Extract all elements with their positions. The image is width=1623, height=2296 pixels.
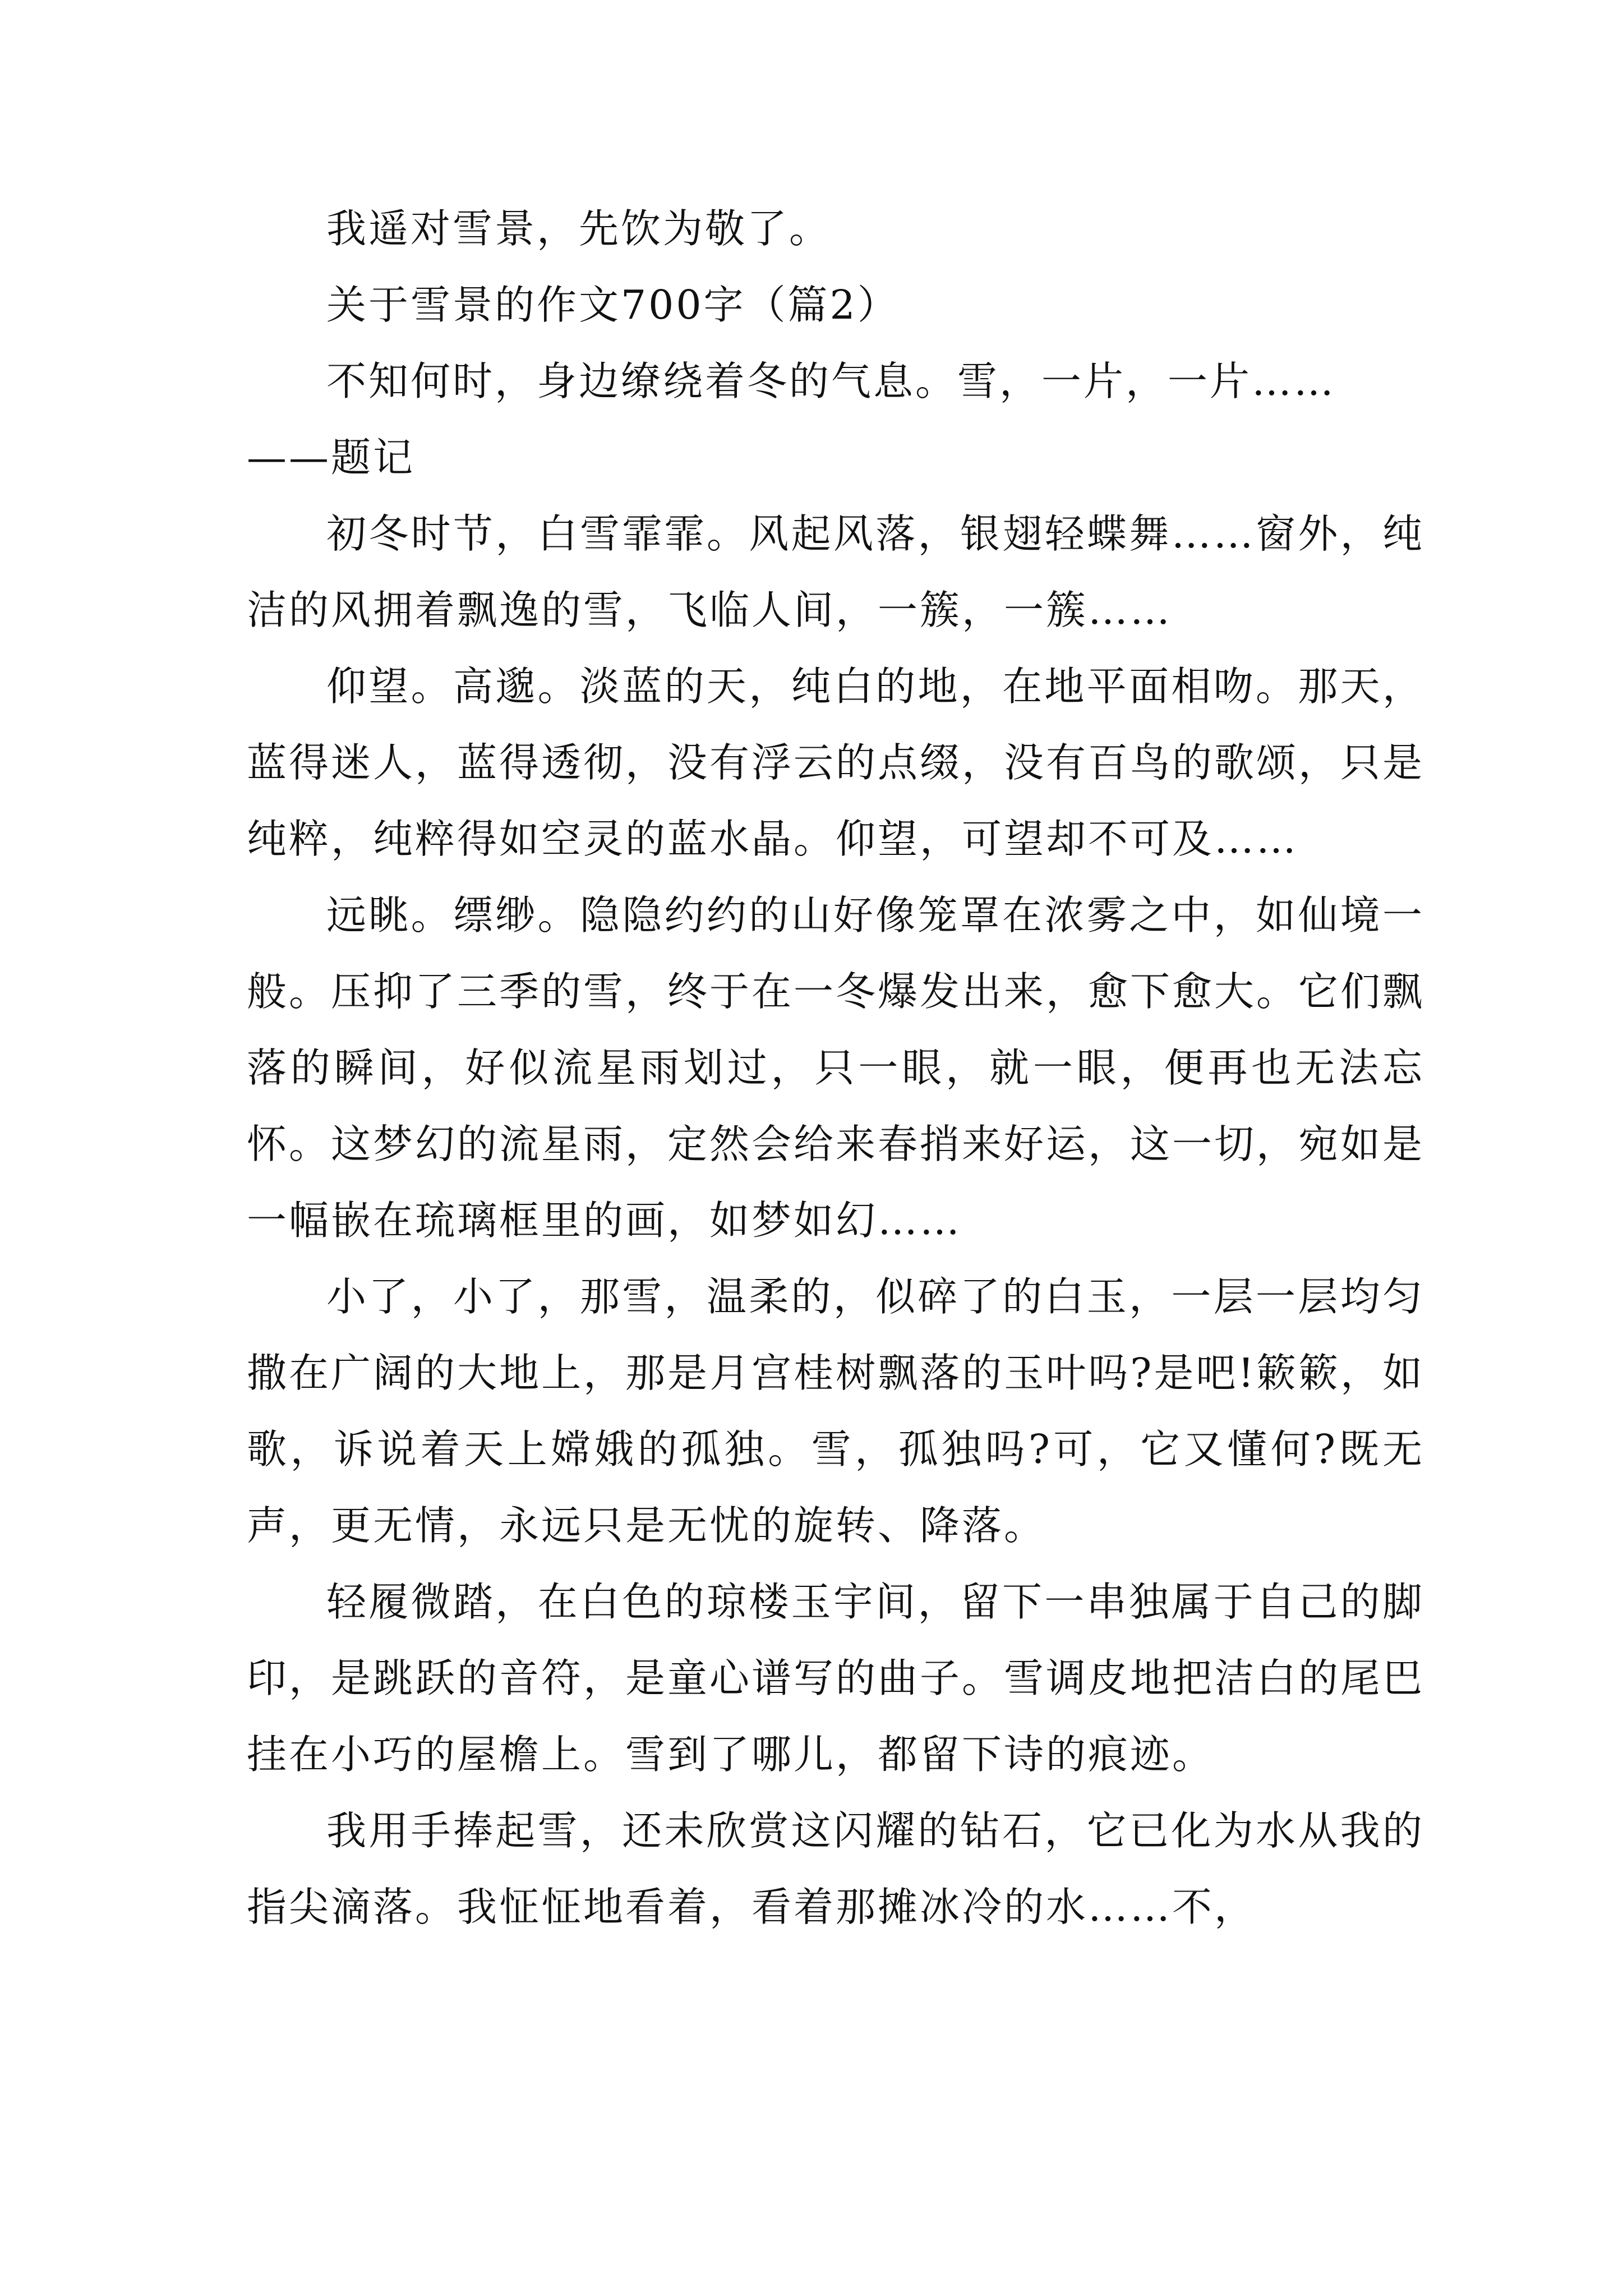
paragraph-early-winter: 初冬时节，白雪霏霏。风起风落，银翅轻蝶舞……窗外，纯洁的风拥着飘逸的雪，飞临人间，一簇，一簇…… xyxy=(247,510,1424,633)
epigraph-attribution: ——题记 xyxy=(247,434,416,481)
essay-heading: 关于雪景的作文700字（篇2） xyxy=(326,282,900,328)
paragraph-epigraph: 不知何时，身边缭绕着冬的气息。雪，一片，一片…… xyxy=(326,358,1336,404)
paragraph-toast: 我遥对雪景，先饮为敬了。 xyxy=(326,205,832,252)
paragraph-footprints: 轻履微踏，在白色的琼楼玉宇间，留下一串独属于自己的脚印，是跳跃的音符，是童心谱写的曲子。雪调皮地把洁白的尾巴挂在小巧的屋檐上。雪到了哪儿，都留下诗的痕迹。 xyxy=(247,1579,1425,1778)
paragraph-look-up: 仰望。高邈。淡蓝的天，纯白的地，在地平面相吻。那天，蓝得迷人，蓝得透彻，没有浮云的点缀，没有百鸟的歌颂，只是纯粹，纯粹得如空灵的蓝水晶。仰望，可望却不可及…… xyxy=(247,663,1425,862)
paragraph-look-far: 远眺。缥缈。隐隐约约的山好像笼罩在浓雾之中，如仙境一般。压抑了三季的雪，终于在一冬爆发出来，愈下愈大。它们飘落的瞬间，好似流星雨划过，只一眼，就一眼，便再也无法忘怀。这梦幻的流星雨，定然会给来春捎来好运，这一切，宛如是一幅嵌在琉璃框里的画，如梦如幻…… xyxy=(247,892,1425,1244)
essay-body xyxy=(247,191,1424,1945)
paragraph-melting-snow: 我用手捧起雪，还未欣赏这闪耀的钻石，它已化为水从我的指尖滴落。我怔怔地看着，看着那摊冰冷的水……不， xyxy=(247,1807,1424,1930)
paragraph-gentle-snow: 小了，小了，那雪，温柔的，似碎了的白玉，一层一层均匀撒在广阔的大地上，那是月宫桂树飘落的玉叶吗?是吧!簌簌，如歌，诉说着天上嫦娥的孤独。雪，孤独吗?可，它又懂何?既无声，更无情，永远只是无忧的旋转、降落。 xyxy=(247,1273,1424,1549)
